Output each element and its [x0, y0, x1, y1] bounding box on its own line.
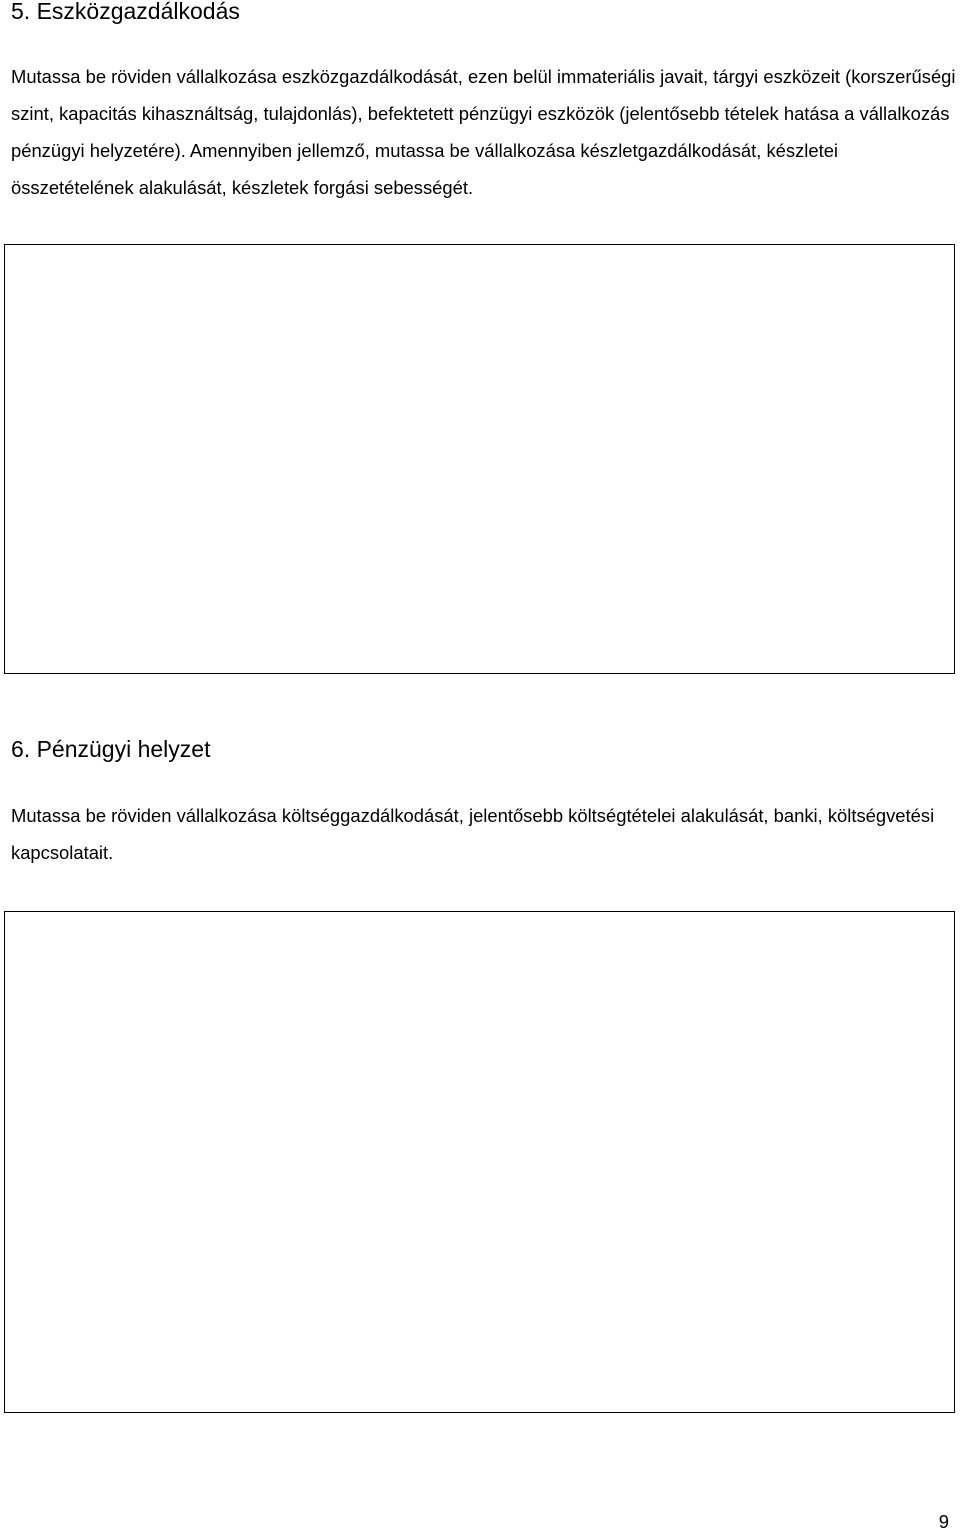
page-number: 9	[938, 1511, 949, 1532]
section-5-answer-box[interactable]	[4, 244, 955, 674]
section-5-prompt: Mutassa be röviden vállalkozása eszközgazdálkodását, ezen belül immateriális javait, tárgyi eszközeit (korszerűségi szint, kapacitás kihasználtság, tulajdonlás), befektetett pénzügyi eszközök (jelentősebb tételek hatása a vállalkozás pénzügyi helyzetére). Amennyiben jellemző, mutassa be vállalkozása készletgazdálkodását, készletei összetételének alakulását, készletek forgási sebességét.	[11, 66, 956, 198]
section-6-prompt: Mutassa be röviden vállalkozása költséggazdálkodását, jelentősebb költségtételei alakulását, banki, költségvetési kapcsolatait.	[11, 805, 935, 863]
section-5-title: 5. Eszközgazdálkodás	[11, 0, 240, 24]
section-6-title: 6. Pénzügyi helyzet	[11, 736, 211, 762]
section-6-answer-box[interactable]	[4, 911, 955, 1413]
